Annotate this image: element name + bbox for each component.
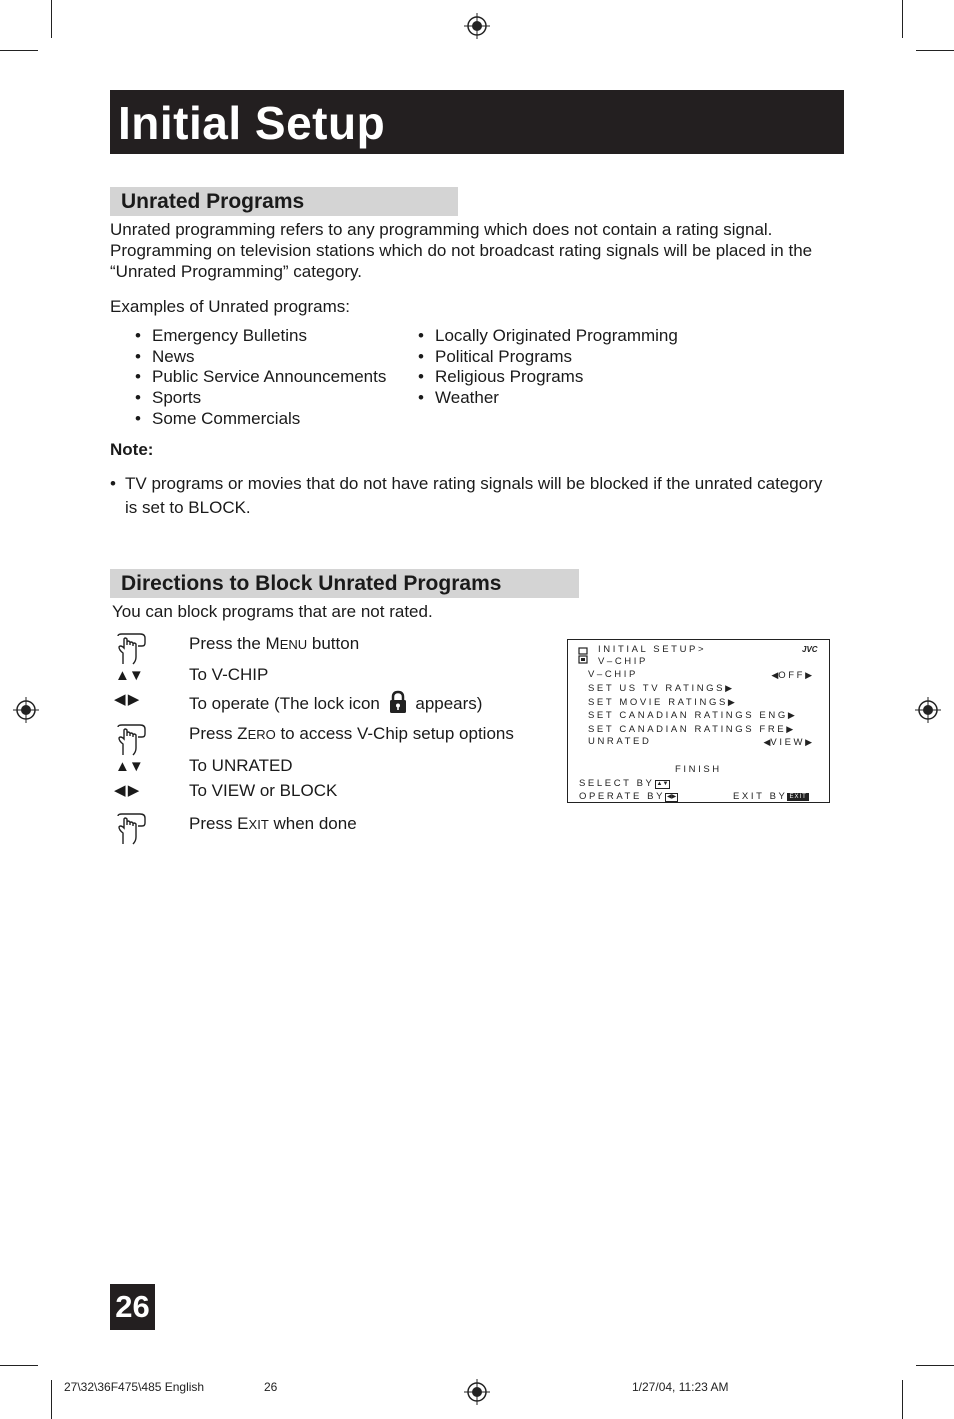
exit-key-icon: EXIT (789, 794, 807, 800)
menu-icon (578, 647, 590, 665)
intro-line: Programming on television stations which do not broadcast rating signals will be placed in the (110, 241, 813, 260)
step-press-zero: Press ZERO to access V-Chip setup options (189, 724, 514, 743)
examples-list-right (418, 326, 678, 409)
footer-file: 27\32\36F475\485 English (64, 1380, 205, 1394)
step-press-exit: Press EXIT when done (189, 814, 357, 833)
osd-select-hint: SELECT BY ▲▼ (579, 778, 669, 789)
osd-finish: FINISH (675, 764, 722, 775)
right-arrow-icon: ▶ (805, 670, 812, 680)
title-bar (110, 90, 844, 154)
step-to-unrated: To UNRATED (189, 756, 293, 775)
registration-mark-icon (464, 1379, 490, 1405)
crop-mark (916, 50, 954, 51)
osd-row-us-ratings: SET US TV RATINGS▶ (588, 683, 733, 694)
bullet-glyph: • (110, 474, 116, 493)
press-button-hand-icon (114, 724, 148, 756)
page-number: 26 (110, 1284, 155, 1330)
tv-menu-screen (567, 639, 830, 803)
up-down-arrow-icon: ▲▼ (115, 667, 143, 684)
crop-mark (902, 0, 903, 38)
left-arrow-icon: ◀ (771, 670, 779, 680)
registration-mark-icon (464, 13, 490, 39)
left-arrow-icon: ◀ (763, 737, 771, 747)
list-item: • Sports (135, 388, 386, 409)
right-arrow-icon: ▶ (805, 737, 812, 747)
section-heading-directions: Directions to Block Unrated Programs (110, 569, 579, 598)
list-item: • Public Service Announcements (135, 367, 386, 388)
step-to-vchip: To V-CHIP (189, 665, 269, 684)
left-right-key-icon: ◀▶ (667, 794, 677, 800)
note-label: Note: (110, 440, 154, 459)
up-down-key-icon: ▲▼ (656, 781, 669, 787)
list-item: • Religious Programs (418, 367, 678, 388)
crop-mark (0, 1365, 38, 1366)
osd-row-canadian-eng: SET CANADIAN RATINGS ENG▶ (588, 710, 795, 721)
osd-row-canadian-fre: SET CANADIAN RATINGS FRE▶ (588, 724, 794, 735)
examples-list-left (135, 326, 386, 430)
right-arrow-icon: ▶ (787, 710, 795, 720)
crop-mark (51, 0, 52, 38)
osd-brand: JVC (802, 645, 818, 654)
press-button-hand-icon (114, 633, 148, 665)
osd-row-unrated: UNRATED ◀VIEW▶ (588, 736, 812, 748)
step-operate: To operate (The lock icon appears) (189, 690, 482, 714)
left-right-arrow-icon: ◀ ▶ (114, 691, 139, 708)
osd-row-vchip: V–CHIP ◀OFF▶ (588, 669, 812, 681)
note-line: is set to BLOCK. (125, 498, 251, 517)
step-view-or-block: To VIEW or BLOCK (189, 781, 338, 800)
section-heading-unrated: Unrated Programs (110, 187, 458, 216)
right-arrow-icon: ▶ (727, 697, 735, 707)
note-line: TV programs or movies that do not have rating signals will be blocked if the unrated category (125, 474, 823, 493)
osd-operate-hint: OPERATE BY ◀▶ (579, 791, 677, 802)
intro-paragraph (110, 219, 850, 282)
registration-mark-icon (915, 697, 941, 723)
list-item: • Locally Originated Programming (418, 326, 678, 347)
footer-date: 1/27/04, 11:23 AM (632, 1380, 729, 1394)
osd-row-movie-ratings: SET MOVIE RATINGS▶ (588, 697, 735, 708)
footer-page: 26 (264, 1380, 278, 1394)
directions-intro: You can block programs that are not rated. (112, 602, 433, 621)
examples-label: Examples of Unrated programs: (110, 297, 350, 316)
osd-header: INITIAL SETUP> (598, 644, 707, 655)
up-down-arrow-icon: ▲▼ (115, 758, 143, 775)
crop-mark (51, 1380, 52, 1419)
lock-icon (389, 690, 407, 714)
crop-mark (0, 50, 38, 51)
note-bullet (110, 472, 850, 520)
crop-mark (902, 1380, 903, 1419)
press-button-hand-icon (114, 813, 148, 845)
crop-mark (916, 1365, 954, 1366)
right-arrow-icon: ▶ (786, 724, 794, 734)
intro-line: “Unrated Programming” category. (110, 262, 362, 281)
list-item: • Emergency Bulletins (135, 326, 386, 347)
intro-line: Unrated programming refers to any programming which does not contain a rating signal. (110, 220, 773, 239)
list-item: • News (135, 347, 386, 368)
list-item: • Political Programs (418, 347, 678, 368)
page-title: Initial Setup (118, 97, 386, 149)
registration-mark-icon (13, 697, 39, 723)
step-press-menu: Press the MENU button (189, 634, 360, 653)
osd-subheader: V–CHIP (598, 656, 648, 667)
left-right-arrow-icon: ◀ ▶ (114, 782, 139, 799)
osd-exit-hint: EXIT BY EXIT (733, 791, 807, 802)
list-item: • Weather (418, 388, 678, 409)
right-arrow-icon: ▶ (725, 683, 733, 693)
list-item: • Some Commercials (135, 409, 386, 430)
